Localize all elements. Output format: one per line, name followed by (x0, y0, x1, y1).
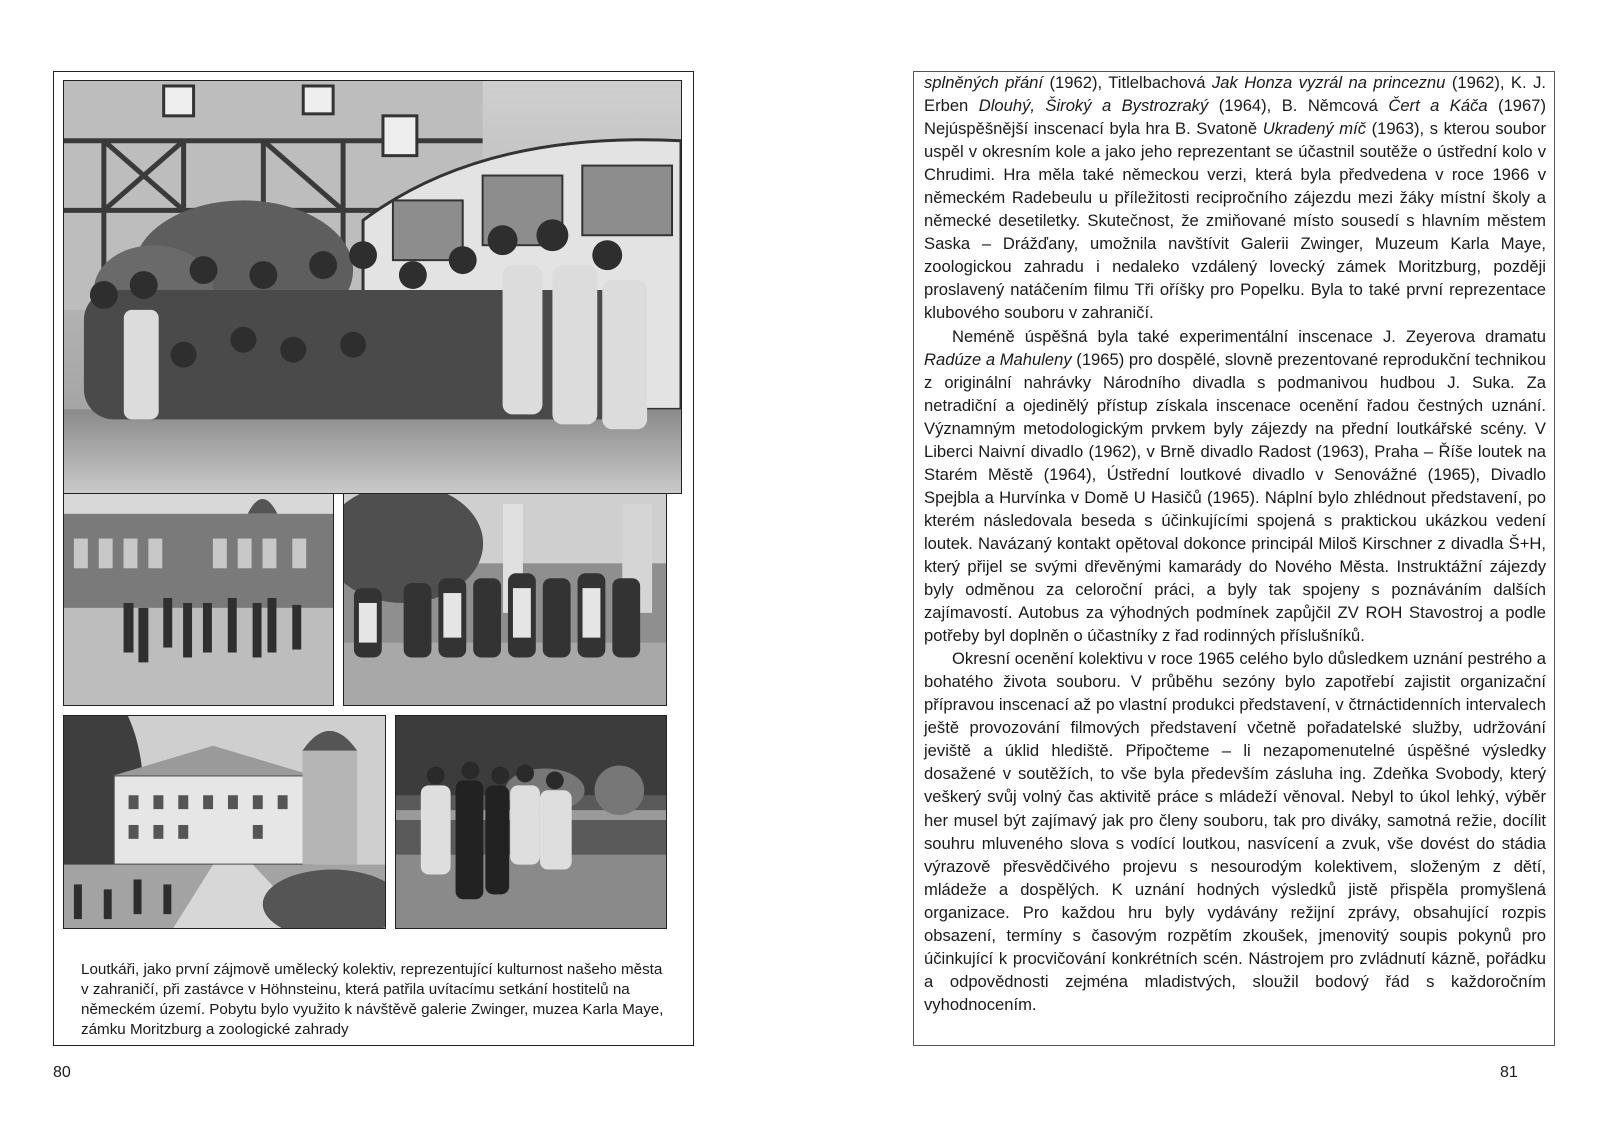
title-italic: Čert a Káča (1388, 96, 1488, 116)
paragraph-2 (924, 325, 1546, 648)
paragraph-1 (924, 71, 1546, 325)
zwinger-photo (63, 493, 334, 706)
title-italic: Ukradený míč (1262, 119, 1367, 139)
page-number-right: 81 (1500, 1064, 1518, 1081)
text-run: (1967) Nejúspěšnější inscenací byla hra B. Svatoně (924, 96, 1547, 139)
text-run: Neméně úspěšná byla také experimentální inscenace J. Zeyerova dramatu (952, 326, 1546, 346)
moritzburg-photo (63, 715, 386, 929)
photo-caption: Loutkáři, jako první zájmově umělecký kolektiv, reprezentující kulturnost našeho města v zahraničí, při zastávce v Höhnsteinu, která patřila uvítacímu setkání hostitelů na německém území. Pobytu bylo využito k návštěvě galerie Zwinger, muzea Karla Maye, zámku Moritzburg a zoologické zahrady (81, 961, 664, 1038)
group-photo-bus (63, 80, 682, 494)
body-text (924, 71, 1546, 1016)
title-italic: Jak Honza vyzrál na princeznu (1211, 73, 1446, 92)
paragraph-3 (924, 647, 1546, 1016)
zoo-photo (395, 715, 667, 929)
text-run: (1963), s kterou soubor uspěl v okresním kole a jako jeho reprezentant se účastnil soutěže o ústřední kolo v Chrudimi. Hra měla také německou verzi, která byla předvedena v roce 1966 v německém Radebeulu u příležitosti recipročního zájezdu mezi žáky místní školy a německé desetiletky. Skutečnost, že zmiňované místo sousedí s hlavním městem Saska – Drážďany, umožnila navštívit Galerii Zwinger, Muzeum Karla Maye, zoologickou zahradu i nedaleko vzdálený lovecký zámek Moritzburg, později proslavený natáčením filmu Tři oříšky pro Popelku. Byla to také první reprezentace klubového souboru v zahraničí. (924, 119, 1546, 323)
text-run: (1965) pro dospělé, slovně prezentované reprodukční technikou z originální nahrávky Národního divadla s podmanivou hudbou J. Suka. Za netradiční a ojedinělý přístup získala inscenace ocenění řadou čestných uznání. Významným metodologickým prvkem byly zájezdy na přední loutkářské scény. V Liberci Naivní divadlo (1962), v Brně divadlo Radost (1963), Praha – Říše loutek na Starém Městě (1964), Ústřední loutkové divadlo v Senovážné (1965), Divadlo Spejbla a Hurvínka v Domě U Hasičů (1965). Náplní bylo zhlédnout představení, po kterém následovala beseda s účinkujícími spojená s praktickou ukázkou vedení loutek. Navázaný kontakt opětoval dokonce principál Miloš Kirschner z divadla Š+H, který přijel se svými dřevěnými kamarády do Nového Města. Instruktážní zájezdy byly odměnou za celoroční práci, a byly tak spojeny s poznáváním dalších zajímavostí. Autobus za výhodných podmínek zapůjčil ZV ROH Stavostroj a podle potřeby byl doplněn o účastníky z řad rodinných příslušníků. (924, 349, 1546, 646)
title-italic: Dlouhý, Široký a Bystrozraký (978, 96, 1209, 116)
text-run: (1962), Titlelbachová (1043, 73, 1212, 92)
page-number-left: 80 (53, 1064, 71, 1081)
text-run: (1962), K. J. Erben (924, 73, 1547, 116)
karl-may-museum-photo (343, 493, 667, 706)
text-run: (1964), B. Němcová (1208, 96, 1389, 116)
text-run: Okresní ocenění kolektivu v roce 1965 celého bylo důsledkem uznání pestrého a bohatého života souboru. V průběhu sezóny bylo zapotřebí zajistit organizační přípravou inscenací až po vlastní produkci představení, v čtrnáctidenních intervalech ještě provozování filmových představení včetně pořadatelské služby, udržování jeviště a úklid hlediště. Připočteme – li nezapomenutelné úspěšné výsledky dosažené v soutěžích, to vše byla především zásluha ing. Zdeňka Svobody, který veškerý svůj volný čas aktivitě práce s mládeží věnoval. Nebyl to úkol lehký, výběr her musel být zajímavý jak pro členy souboru, tak pro diváky, samotná režie, docílit souhru mluveného slova s vodící loutkou, nasvícení a zvuk, vše dovést do stádia výrazově přesvědčivého projevu s nesourodým kolektivem, složeným z dětí, mládeže a dospělých. K uznání hodných výsledků jistě přispěla promyšlená organizace. Pro každou hru byly vydávány režijní zprávy, obsahující rozpis obsazení, termíny s časovým rozpětím zkoušek, jmenovitý soupis pokynů pro účinkující k procvičování konkrétních scén. Nástrojem pro zvládnutí kázně, pořádku a odpovědnosti zejména mladistvých, sloužil bodový řád s každoročním vyhodnocením. (924, 649, 1546, 1014)
title-italic: Radúze a Mahuleny (924, 349, 1072, 369)
title-italic: splněných přání (924, 73, 1044, 92)
